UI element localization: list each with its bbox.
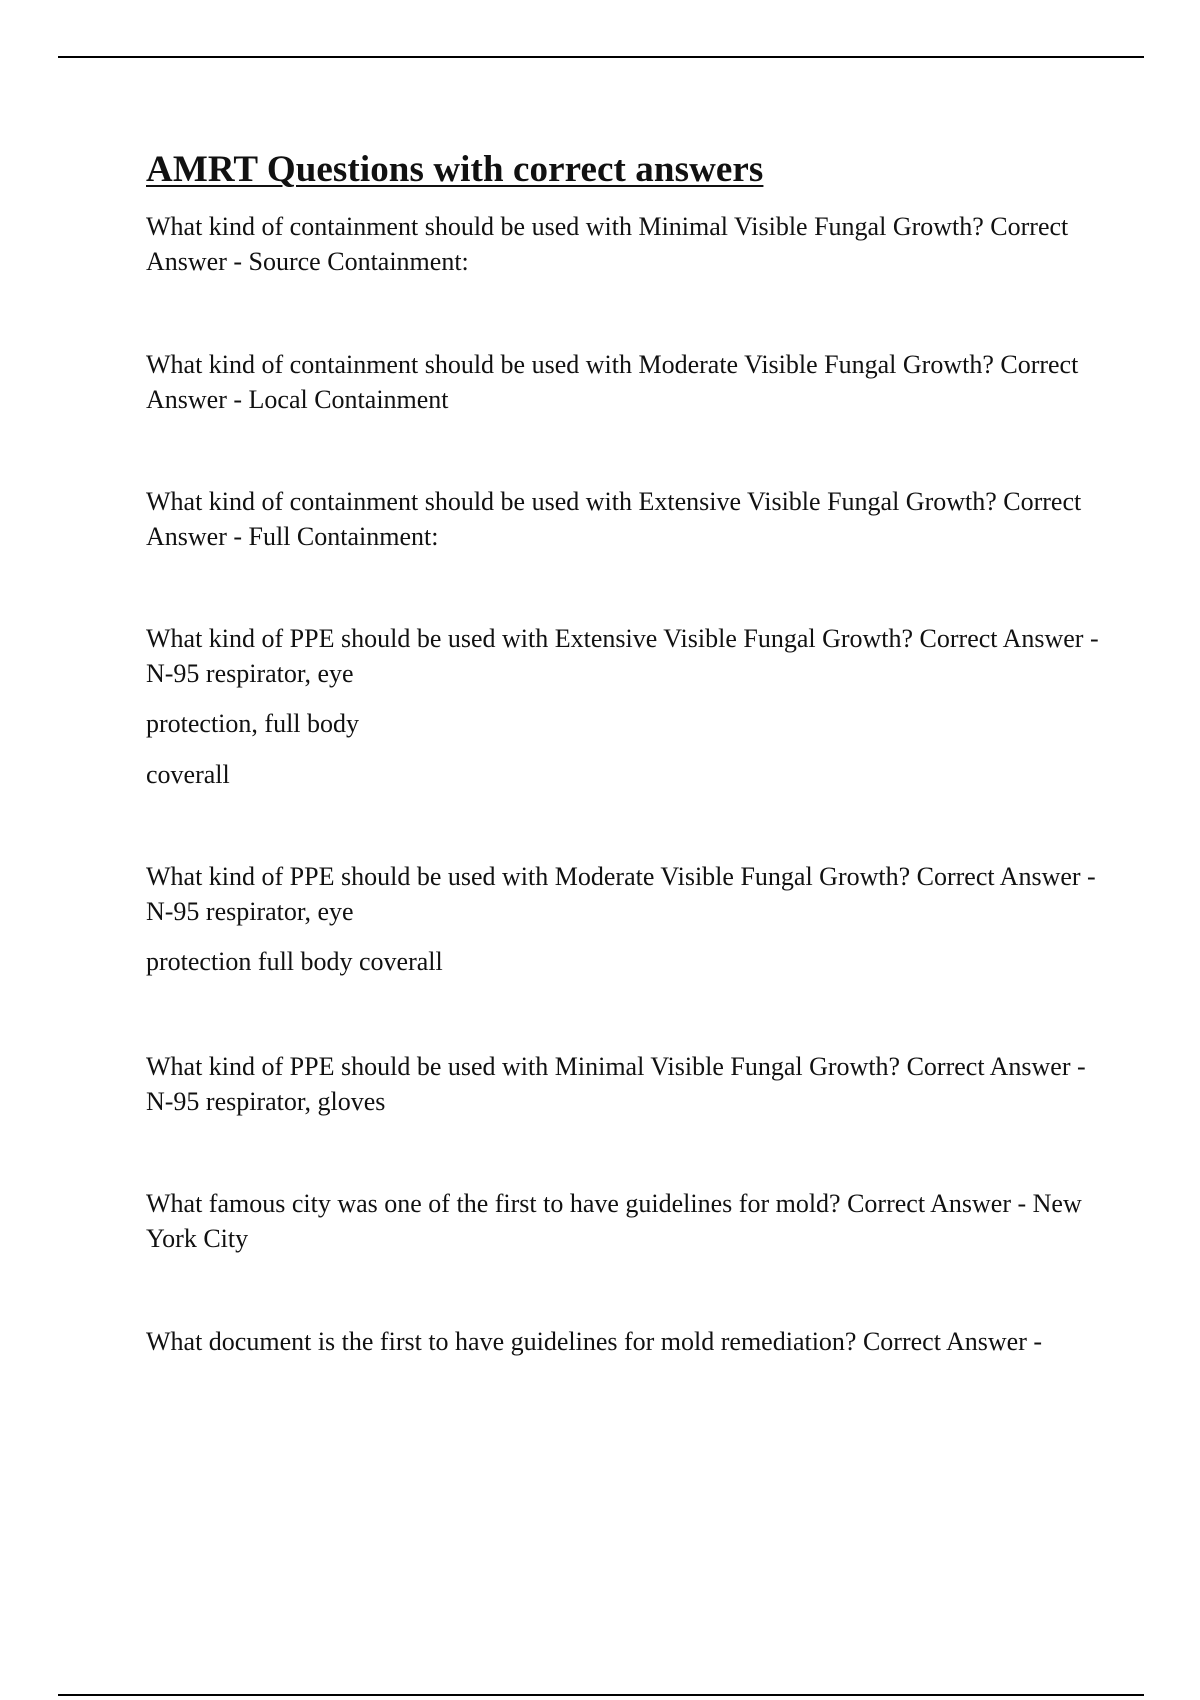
qa-text: What kind of containment should be used with Extensive Visible Fungal Growth? Correct Answer - Full Containment: [146,487,1082,551]
qa-text: What kind of containment should be used with Minimal Visible Fungal Growth? Correct Answer - Source Containment: [146,212,1069,276]
top-rule [58,56,1144,58]
document-body [146,142,1106,1356]
qa-text: What document is the first to have guidelines for mold remediation? Correct Answer - [146,1327,1043,1356]
qa-text: What kind of PPE should be used with Moderate Visible Fungal Growth? Correct Answer - N-95 respirator, eye [146,862,1096,926]
qa-continuation: protection full body coverall [146,947,443,976]
qa-item [146,1050,1106,1119]
qa-item [146,210,1106,279]
qa-text: What famous city was one of the first to have guidelines for mold? Correct Answer - New York City [146,1189,1082,1253]
document-title: AMRT Questions with correct answers [146,149,764,190]
qa-text: What kind of PPE should be used with Minimal Visible Fungal Growth? Correct Answer - N-95 respirator, gloves [146,1052,1086,1116]
qa-item [146,622,1106,792]
qa-item [146,860,1106,980]
qa-text: What kind of containment should be used with Moderate Visible Fungal Growth? Correct Answer - Local Containment [146,350,1079,414]
qa-continuation: protection, full body [146,709,360,738]
qa-item [146,1187,1106,1256]
qa-item [146,485,1106,554]
qa-item [146,1325,1042,1360]
qa-continuation: coverall [146,759,230,789]
bottom-rule [58,1694,1144,1696]
qa-text: What kind of PPE should be used with Extensive Visible Fungal Growth? Correct Answer - N-95 respirator, eye [146,624,1099,688]
qa-item [146,348,1106,417]
